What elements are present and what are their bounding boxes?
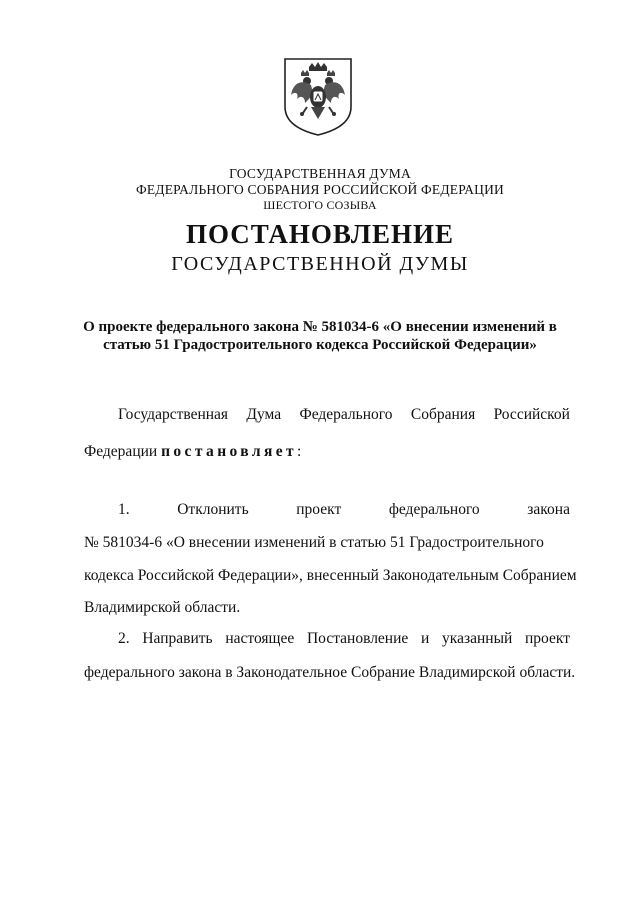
document-subject [70,318,570,354]
item1-line-2: № 581034-6 «О внесении изменений в статью 51 Градостроительного [84,534,544,551]
item1-word: закона [527,501,570,518]
header-line-federal-assembly: ФЕДЕРАЛЬНОГО СОБРАНИЯ РОССИЙСКОЙ ФЕДЕРАЦИИ [136,182,504,197]
subject-line-2: статью 51 Градостроительного кодекса Российской Федерации» [103,337,537,353]
preamble-word: Собрания [410,406,476,423]
preamble-word: Российской [493,406,570,423]
item1-line-1 [118,501,570,519]
document-type-title: ПОСТАНОВЛЕНИЕ [185,219,455,249]
item1-word: Отклонить [177,501,249,518]
header-line-duma: ГОСУДАРСТВЕННАЯ ДУМА [229,166,411,181]
item2-word: Постановление [306,630,409,647]
preamble-colon: : [297,443,302,460]
item1-line-3: кодекса Российской Федерации», внесенный Законодательным Собранием [84,567,577,584]
item2-word: 2. [118,630,130,647]
header-line-convocation: ШЕСТОГО СОЗЫВА [263,198,377,212]
document-type-subtitle: ГОСУДАРСТВЕННОЙ ДУМЫ [171,253,469,275]
subject-line-1: О проекте федерального закона № 581034-6 «О внесении изменений в [83,319,557,335]
item2-line-1 [118,630,570,648]
preamble-line-1 [118,406,570,424]
preamble-word: Федерального [299,406,393,423]
preamble-line-2 [84,443,570,461]
item2-word: указанный [442,630,513,647]
coat-of-arms-emblem [281,57,355,137]
item2-word: и [421,630,430,647]
item1-word: проект [296,501,342,518]
item2-word: Направить [142,630,213,647]
item2-word: проект [525,630,570,647]
item2-word: настоящее [225,630,295,647]
preamble-word: Государственная [118,406,229,423]
item1-word: федерального [388,501,480,518]
item1-line-4: Владимирской области. [84,599,241,616]
preamble-federation: Федерации [84,443,162,460]
item2-line-2: федерального закона в Законодательное Собрание Владимирской области. [84,664,576,681]
resolves-word: постановляет [161,443,298,460]
preamble-word: Дума [246,406,282,423]
item1-word: 1. [118,501,130,518]
